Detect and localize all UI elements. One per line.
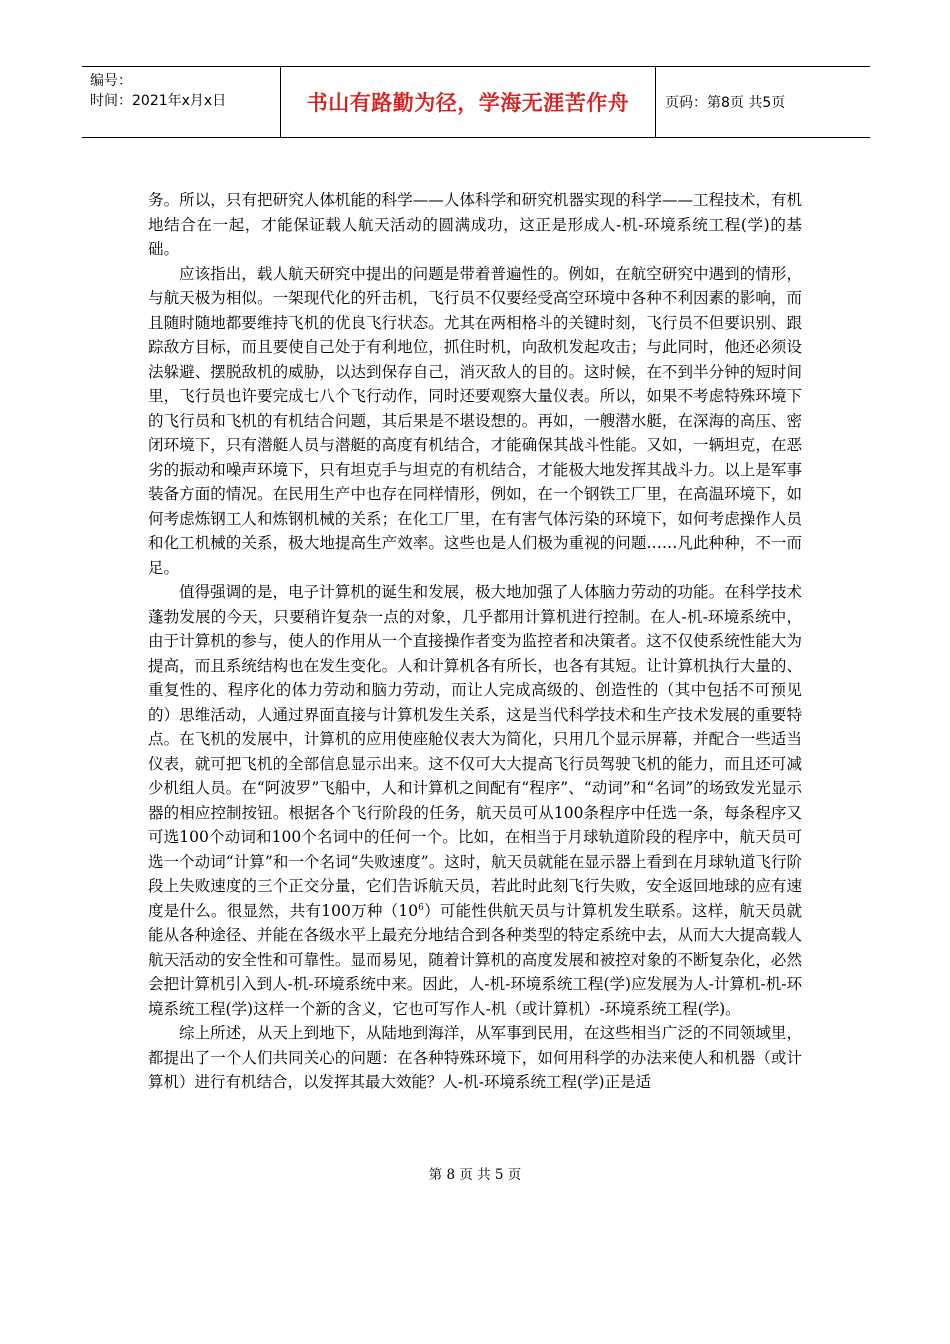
page-header [82, 66, 870, 138]
paragraph-3-part-b: ）可能性供航天员与计算机发生联系。这样，航天员就能从各种途径、并能在各级水平上最充分地结合到各种类型的特定系统中去，从而大大提高载人航天活动的安全性和可靠性。显而易见，随着计算机的高度发展和被控对象的不断复杂化，必然会把计算机引入到人-机-环境系统中来。因此，人-机-环境系统工程(学)应发展为人-计算机-机-环境系统工程(学)这样一个新的含义，它也可写作人-机（或计算机）-环境系统工程(学)。 [148, 901, 802, 1018]
date-label: 时间：2021年x月x日 [90, 93, 227, 109]
header-page-info: 页码：第8页 共5页 [665, 95, 786, 111]
document-body [148, 188, 802, 1095]
paragraph-3 [148, 580, 802, 1021]
page-footer: 第 8 页 共 5 页 [428, 1167, 522, 1183]
serial-label: 编号： [90, 73, 132, 89]
paragraph-1: 务。所以，只有把研究人体机能的科学——人体科学和研究机器实现的科学——工程技术，有机地结合在一起，才能保证载人航天活动的圆满成功，这正是形成人-机-环境系统工程(学)的基础。 [148, 191, 802, 258]
header-motto: 书山有路勤为径，学海无涯苦作舟 [280, 67, 656, 137]
paragraph-2: 应该指出，载人航天研究中提出的问题是带着普遍性的。例如，在航空研究中遇到的情形，与航天极为相似。一架现代化的歼击机，飞行员不仅要经受高空环境中各种不利因素的影响，而且随时随地都要维持飞机的优良飞行状态。尤其在两相格斗的关键时刻，飞行员不但要识别、跟踪敌方目标，而且要使自己处于有利地位，抓住时机，向敌机发起攻击；与此同时，他还必须设法躲避、摆脱敌机的威胁，以达到保存自己，消灭敌人的目的。这时候，在不到半分钟的短时间里，飞行员也许要完成七八个飞行动作，同时还要观察大量仪表。所以，如果不考虑特殊环境下的飞行员和飞机的有机结合问题，其后果是不堪设想的。再如，一艘潜水艇，在深海的高压、密闭环境下，只有潜艇人员与潜艇的高度有机结合，才能确保其战斗性能。又如，一辆坦克，在恶劣的振动和噪声环境下，只有坦克手与坦克的有机结合，才能极大地发挥其战斗力。以上是军事装备方面的情况。在民用生产中也存在同样情形，例如，在一个钢铁工厂里，在高温环境下，如何考虑炼钢工人和炼钢机械的关系；在化工厂里，在有害气体污染的环境下，如何考虑操作人员和化工机械的关系，极大地提高生产效率。这些也是人们极为重视的问题……凡此种种，不一而足。 [148, 264, 802, 577]
superscript-exponent: 6 [418, 902, 424, 913]
paragraph-4: 综上所述，从天上到地下，从陆地到海洋，从军事到民用，在这些相当广泛的不同领域里，都提出了一个人们共同关心的问题：在各种特殊环境下，如何用科学的办法来使人和机器（或计算机）进行有机结合，以发挥其最大效能？人-机-环境系统工程(学)正是适 [148, 1024, 802, 1091]
header-meta [82, 67, 280, 137]
paragraph-3-part-a: 值得强调的是，电子计算机的诞生和发展，极大地加强了人体脑力劳动的功能。在科学技术蓬勃发展的今天，只要稍许复杂一点的对象，几乎都用计算机进行控制。在人-机-环境系统中，由于计算机的参与，使人的作用从一个直接操作者变为监控者和决策者。这不仅使系统性能大为提高，而且系统结构也在发生变化。人和计算机各有所长，也各有其短。让计算机执行大量的、重复性的、程序化的体力劳动和脑力劳动，而让人完成高级的、创造性的（其中包括不可预见的）思维活动，人通过界面直接与计算机发生关系，这是当代科学技术和生产技术发展的重要特点。在飞机的发展中，计算机的应用使座舱仪表大为简化，只用几个显示屏幕，并配合一些适当仪表，就可把飞机的全部信息显示出来。这不仅可大大提高飞行员驾驶飞机的能力，而且还可减少机组人员。在“阿波罗”飞船中，人和计算机之间配有“程序”、“动词”和“名词”的场致发光显示器的相应控制按钮。根据各个飞行阶段的任务，航天员可从100条程序中任选一条，每条程序又可选100个动词和100个名词中的任何一个。比如，在相当于月球轨道阶段的程序中，航天员可选一个动词“计算”和一个名词“失败速度”。这时，航天员就能在显示器上看到在月球轨道飞行阶段上失败速度的三个正交分量，它们告诉航天员，若此时此刻飞行失败，安全返回地球的应有速度是什么。很显然，共有100万种（10 [148, 583, 802, 920]
